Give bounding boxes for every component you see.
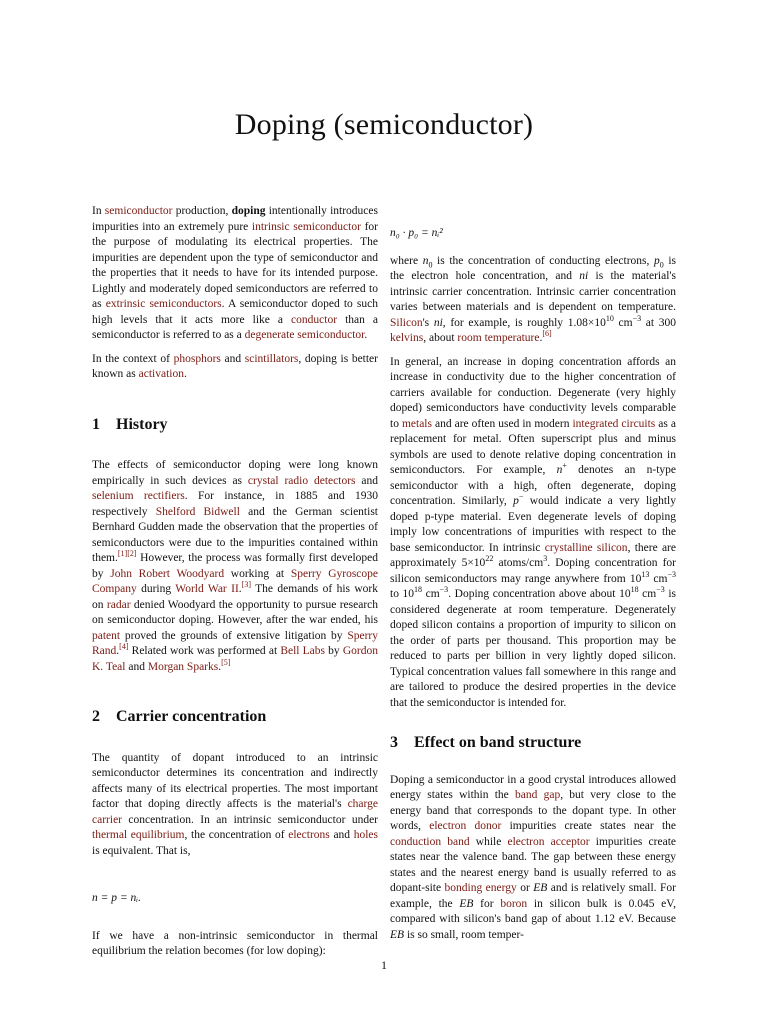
text-run: and is relatively small. For example, the	[390, 882, 676, 910]
text-run: 's	[422, 316, 434, 329]
section-title: Carrier concentration	[116, 708, 267, 725]
wiki-link[interactable]: Sperry Gyroscope Company	[92, 567, 379, 595]
wiki-link[interactable]: World War II	[175, 583, 239, 595]
italic-term: EB	[390, 928, 405, 941]
equation-intrinsic: n = p = nᵢ.	[92, 892, 141, 904]
text-run: is the material's intrinsic carrier concentration. Intrinsic carrier concentration varies between materials and is dependent on temperature.	[390, 270, 676, 313]
section-number: 1	[92, 415, 100, 433]
wiki-link[interactable]: crystal radio detectors	[247, 474, 356, 487]
wiki-link[interactable]: kelvins	[390, 332, 424, 344]
wiki-link[interactable]: electron acceptor	[507, 835, 590, 848]
wiki-link[interactable]: electron donor	[429, 820, 502, 832]
text-run: . Doping concentration above about 10	[448, 588, 631, 600]
text-run: than a semiconductor is referred to as a	[92, 313, 379, 341]
superscript: −	[518, 492, 524, 502]
text-run: However, the process was formally first developed by	[92, 552, 378, 580]
intro-paragraph-2	[92, 352, 378, 383]
text-run: , the concentration of	[184, 829, 289, 841]
italic-term: n	[422, 254, 429, 267]
text-run: . For instance, in 1885 and 1930 respectively	[92, 490, 378, 518]
text-run: for the purpose of modulating its electrical properties. The impurities are dependent upon the type of semiconductor and the properties that it needs to have for its intended purpose. Lightly and moderately doped semiconductors are referred to as	[92, 220, 378, 310]
right-paragraph-2	[390, 355, 676, 712]
italic-term: p	[653, 254, 660, 267]
wiki-link[interactable]: activation	[138, 368, 184, 380]
text-run: during	[136, 583, 176, 595]
intro-paragraph-1	[92, 204, 378, 344]
section-number: 2	[92, 708, 100, 725]
wiki-link[interactable]: John Robert Woodyard	[110, 567, 225, 580]
text-run: .	[539, 332, 543, 344]
text-run: concentration. In an intrinsic semiconductor under	[122, 813, 378, 826]
text-run: , for example, is roughly 1.08×10	[442, 316, 606, 329]
wiki-link[interactable]: charge carrier	[92, 798, 378, 826]
wiki-link[interactable]: metals	[401, 417, 432, 430]
text-run: and the German scientist Bernhard Gudden made the observation that the properties of semiconductors were due to the impurities contained within them.	[92, 505, 378, 564]
left-column	[92, 204, 378, 968]
text-run: cm	[638, 588, 657, 600]
section-heading-history	[92, 417, 378, 433]
wiki-link[interactable]: bonding energy	[444, 882, 517, 894]
citation-ref[interactable]: [5]	[221, 657, 231, 667]
italic-term: n	[556, 464, 563, 476]
wiki-link[interactable]: radar	[106, 598, 131, 611]
text-run: In	[92, 205, 105, 217]
wiki-link[interactable]: Morgan Sparks	[147, 660, 219, 673]
text-run: impurities create states near the valence band. The gap between these energy states and the nearest energy band is usually referred to as dopant-site	[390, 835, 676, 894]
page-number: 1	[381, 958, 387, 972]
text-run: cm	[613, 316, 633, 329]
text-run: denied Woodyard the opportunity to pursue research on semiconductor doping. However, after the war ended, his	[92, 598, 379, 626]
wiki-link[interactable]: extrinsic semiconductors	[105, 298, 222, 310]
right-paragraph-1	[390, 254, 676, 347]
text-run: at 300	[641, 316, 676, 329]
superscript: 13	[641, 569, 650, 579]
text-run: and	[220, 352, 245, 365]
superscript: +	[562, 461, 567, 471]
italic-term: EB	[533, 882, 548, 894]
text-run: and	[355, 474, 378, 487]
wiki-link[interactable]: semiconductor	[104, 205, 173, 217]
text-run: , there are approximately 5×10	[390, 541, 676, 569]
wiki-link[interactable]: integrated circuits	[572, 417, 656, 430]
text-run: by	[325, 645, 343, 657]
text-run: In the context of	[92, 352, 174, 365]
text-run: for	[473, 897, 501, 910]
text-run: is equivalent. That is,	[92, 844, 191, 857]
text-run: impurities create states near the	[501, 820, 676, 832]
text-run: working at	[224, 567, 291, 580]
superscript: 10	[605, 313, 614, 323]
superscript: 18	[630, 585, 639, 595]
wiki-link[interactable]: holes	[353, 829, 378, 841]
right-column	[390, 226, 676, 951]
wiki-link[interactable]: electrons	[288, 829, 330, 841]
text-run: intentionally introduces impurities into an extremely pure	[92, 205, 378, 233]
wiki-link[interactable]: Silicon	[390, 316, 423, 329]
superscript: −3	[656, 585, 665, 595]
text-run: while	[469, 835, 508, 848]
text-run: .	[364, 329, 368, 341]
wiki-link[interactable]: Bell Labs	[280, 645, 326, 657]
bold-term: doping	[231, 205, 266, 217]
text-run: , but very close to the energy band that corresponds to the dopant type. In other words,	[390, 789, 676, 832]
superscript: −3	[439, 585, 449, 595]
text-run: The quantity of dopant introduced to an intrinsic semiconductor determines its concentration and indirectly affects many of its electrical properties. The most important factor that doping directly affects is the material's	[92, 751, 378, 810]
wiki-link[interactable]: Shelford Bidwell	[155, 505, 240, 518]
citation-ref[interactable]: [4]	[119, 642, 129, 652]
carrier-paragraph-1	[92, 751, 378, 860]
section-title: History	[116, 415, 168, 433]
citation-ref[interactable]: [1][2]	[117, 549, 137, 559]
text-run: .	[238, 583, 242, 595]
text-run: In general, an increase in doping concentration affords an increase in conductivity due to the higher concentration of carriers available for conduction. Degenerate (very highly doped) semiconductors have conductivity levels comparable to	[390, 355, 676, 430]
superscript: 18	[414, 585, 423, 595]
text-run: would indicate a very lightly doped p-type material. Even degenerate levels of doping imply low concentrations of impurities with respect to the base semiconductor. In intrinsic	[390, 495, 676, 554]
history-paragraph	[92, 458, 378, 675]
wiki-link[interactable]: intrinsic semiconductor	[251, 220, 361, 233]
equation-mass-action: n₀ · p₀ = nᵢ²	[390, 227, 443, 239]
text-run: or	[516, 882, 534, 894]
italic-term: ni	[433, 316, 443, 329]
superscript: −3	[667, 569, 676, 579]
text-run: is the concentration of conducting electrons,	[432, 254, 654, 267]
wiki-link[interactable]: scintillators	[244, 352, 299, 365]
text-run: where	[390, 254, 423, 267]
text-run: proved the grounds of extensive litigation by	[120, 629, 348, 642]
wiki-link[interactable]: selenium rectifiers	[92, 490, 185, 502]
italic-term: ni	[579, 270, 589, 282]
text-run: .	[183, 368, 187, 380]
carrier-paragraph-2	[92, 929, 378, 960]
text-run: Doping a semiconductor in a good crystal introduces allowed energy states within the	[390, 773, 676, 801]
superscript: −3	[632, 313, 642, 323]
wiki-link[interactable]: boron	[500, 897, 528, 910]
text-run: in silicon bulk is 0.045 eV, compared with silicon's band gap of about 1.12 eV. Because	[390, 897, 676, 925]
text-run: cm	[649, 572, 668, 585]
text-run: atoms/cm	[493, 557, 544, 569]
text-run: to 10	[390, 588, 415, 600]
text-run: .	[116, 645, 120, 657]
section-title: Effect on band structure	[414, 734, 582, 751]
superscript: 22	[485, 554, 494, 564]
wiki-link[interactable]: patent	[92, 629, 121, 642]
wiki-link[interactable]: degenerate semiconductor	[244, 329, 365, 341]
text-run: is the electron hole concentration, and	[390, 254, 677, 282]
text-run: , doping is better known as	[92, 352, 378, 380]
text-run: denotes an n-type semiconductor with a high, often degenerate, doping concentration. Similarly,	[390, 464, 676, 507]
citation-ref[interactable]: [6]	[542, 329, 552, 339]
italic-term: p	[513, 495, 519, 507]
wiki-link[interactable]: conductor	[291, 313, 338, 326]
citation-ref[interactable]: [3]	[241, 580, 251, 590]
text-run: and are often used in modern	[431, 417, 573, 430]
text-run: cm	[422, 588, 440, 600]
text-run: . Doping concentration for silicon semiconductors may range anywhere from 10	[390, 557, 676, 585]
section-heading-carrier-concentration	[92, 709, 378, 725]
text-run: .	[218, 660, 222, 673]
subscript: 0	[428, 259, 433, 269]
superscript: 3	[543, 554, 548, 564]
wiki-link[interactable]: Sperry Rand	[92, 629, 378, 657]
wiki-link[interactable]: phosphors	[173, 352, 221, 365]
text-run: production,	[172, 205, 232, 217]
subscript: 0	[659, 259, 664, 269]
section-heading-band-structure	[390, 735, 676, 751]
text-run: . A semiconductor doped to such high levels that it acts more like a	[92, 298, 378, 326]
band-paragraph	[390, 773, 676, 944]
text-run: Related work was performed at	[128, 645, 281, 657]
wiki-link[interactable]: band gap	[515, 789, 561, 801]
wiki-link[interactable]: crystalline silicon	[544, 541, 628, 554]
section-number: 3	[390, 734, 398, 751]
text-run: is so small, room temper-	[404, 928, 524, 941]
text-run: The effects of semiconductor doping were long known empirically in such devices as	[92, 459, 378, 487]
text-run: If we have a non-intrinsic semiconductor in thermal equilibrium the relation becomes (for low doping):	[92, 929, 378, 957]
wiki-link[interactable]: Gordon K. Teal	[92, 645, 378, 673]
italic-term: EB	[459, 897, 474, 910]
wiki-link[interactable]: room temperature	[457, 332, 540, 344]
text-run: The demands of his work on	[92, 583, 378, 611]
wiki-link[interactable]: conduction band	[390, 835, 470, 848]
wiki-link[interactable]: thermal equilibrium	[92, 829, 185, 841]
text-run: is considered degenerate at room temperature. Degenerately doped silicon contains a proportion of impurity to silicon on the order of parts per thousand. This proportion may be reduced to parts per billion in very lightly doped silicon. Typical concentration values fall somewhere in this range and are tailored to produce the desired properties in the device that the semiconductor is intended for.	[390, 588, 676, 709]
text-run: and	[125, 660, 148, 673]
page-title: Doping (semiconductor)	[234, 108, 534, 141]
text-run: as a replacement for metal. Often superscript plus and minus symbols are used to denote relative doping concentration in semiconductors. For example,	[390, 417, 676, 476]
text-run: , about	[423, 332, 458, 344]
text-run: and	[329, 829, 354, 841]
